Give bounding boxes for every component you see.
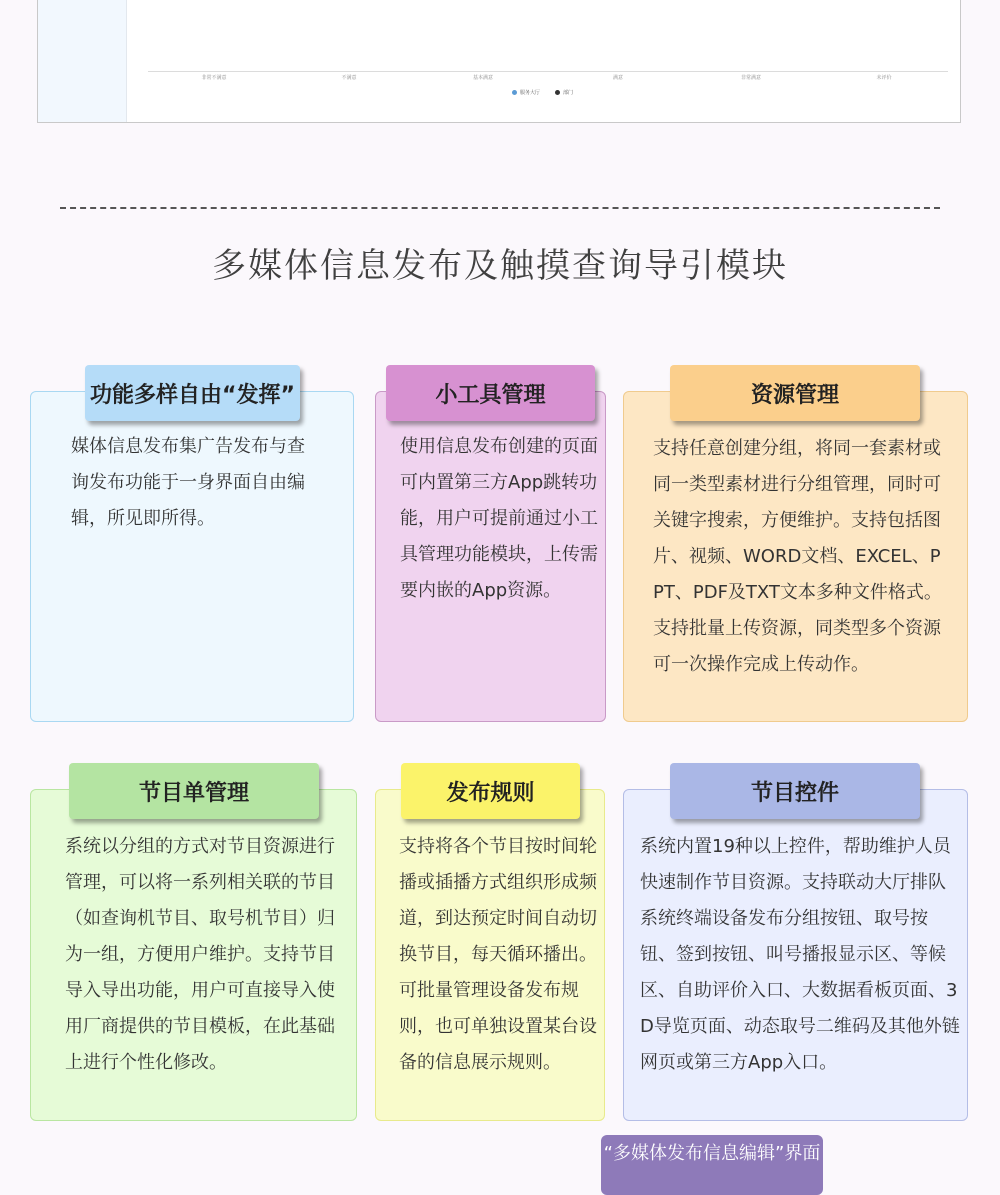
card-body-resources: 支持任意创建分组，将同一套素材或同一类型素材进行分组管理，同时可关键字搜索，方便维护。支持包括图片、视频、WORD文档、EXCEL、PPT、PDF及TXT文本多种文件格式。支持批量上传资源，同类型多个资源可一次操作完成上传动作。 [653, 438, 942, 675]
card-title-publish-rules: 发布规则 [401, 763, 580, 819]
chart-tick-label: 非常满意 [740, 75, 762, 81]
card-title-tools: 小工具管理 [386, 365, 595, 421]
chart-tick-label: 不满意 [341, 75, 357, 81]
legend-label: 服务大厅 [520, 90, 541, 96]
chart-tick-label: 基本满意 [472, 75, 494, 81]
card-title-widgets: 节目控件 [670, 763, 920, 819]
legend-dot-icon [512, 90, 517, 95]
card-body-playlist: 系统以分组的方式对节目资源进行管理，可以将一系列相关联的节目（如查询机节目、取号机节目）归为一组，方便用户维护。支持节目导入导出功能，用户可直接导入使用厂商提供的节目模板，在此基础上进行个性化修改。 [65, 836, 335, 1073]
editor-interface-tab[interactable]: “多媒体发布信息编辑”界面 [601, 1135, 823, 1195]
section-title: 多媒体信息发布及触摸查询导引模块 [212, 246, 788, 286]
card-title-resources: 资源管理 [670, 365, 920, 421]
legend-label: 部门 [563, 90, 574, 96]
chart-legend-item[interactable] [555, 89, 573, 96]
satisfaction-chart [37, 0, 961, 123]
legend-dot-icon [555, 90, 560, 95]
chart-x-axis [148, 71, 948, 72]
chart-tick-label: 非常不满意 [201, 75, 227, 81]
chart-tick-label: 满意 [612, 75, 624, 81]
section-divider [60, 207, 940, 209]
card-body-tools: 使用信息发布创建的页面可内置第三方App跳转功能，用户可提前通过小工具管理功能模块，上传需要内嵌的App资源。 [400, 436, 598, 601]
chart-legend-item[interactable] [512, 89, 540, 96]
card-body-publish-rules: 支持将各个节目按时间轮播或插播方式组织形成频道，到达预定时间自动切换节目，每天循环播出。可批量管理设备发布规则，也可单独设置某台设备的信息展示规则。 [399, 836, 597, 1073]
chart-sidebar [38, 0, 127, 122]
card-title-free-layout: 功能多样自由“发挥” [85, 365, 300, 421]
card-body-free-layout: 媒体信息发布集广告发布与查询发布功能于一身界面自由编辑，所见即所得。 [71, 436, 305, 529]
chart-tick-label: 未评价 [876, 75, 892, 81]
card-body-widgets: 系统内置19种以上控件，帮助维护人员快速制作节目资源。支持联动大厅排队系统终端设备发布分组按钮、取号按钮、签到按钮、叫号播报显示区、等候区、自助评价入口、大数据看板页面、3D导览页面、动态取号二维码及其他外链网页或第三方App入口。 [640, 836, 960, 1073]
card-title-playlist: 节目单管理 [69, 763, 319, 819]
